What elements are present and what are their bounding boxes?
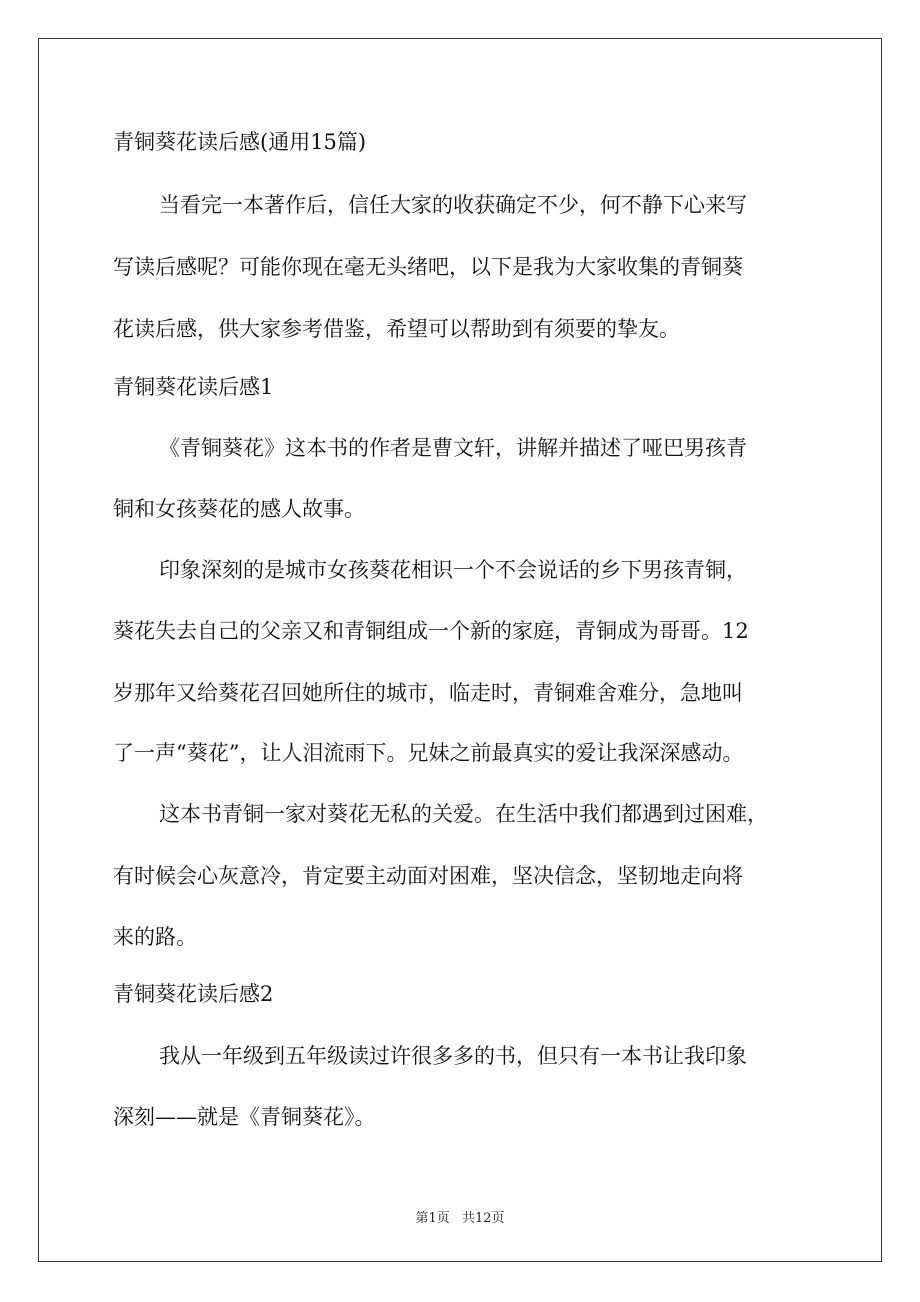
page-total: 共12页 xyxy=(461,1211,505,1226)
paragraph-line: 《青铜葵花》这本书的作者是曹文轩，讲解并描述了哑巴男孩青 xyxy=(159,436,747,460)
paragraph-line: 这本书青铜一家对葵花无私的关爱。在生活中我们都遇到过困难， xyxy=(159,802,768,826)
paragraph-line: 铜和女孩葵花的感人故事。 xyxy=(113,497,365,521)
intro-line: 当看完一本著作后，信任大家的收获确定不少，何不静下心来写 xyxy=(159,193,747,217)
page-number: 第1页 xyxy=(415,1211,450,1226)
page-footer xyxy=(0,1207,920,1226)
paragraph-line: 我从一年级到五年级读过许很多多的书，但只有一本书让我印象 xyxy=(159,1044,747,1068)
section-heading: 青铜葵花读后感1 xyxy=(113,375,274,399)
paragraph-line: 岁那年又给葵花召回她所住的城市，临走时，青铜难舍难分，急地叫 xyxy=(113,681,743,705)
paragraph-line: 深刻——就是《青铜葵花》。 xyxy=(113,1105,376,1129)
intro-line: 花读后感，供大家参考借鉴，希望可以帮助到有须要的挚友。 xyxy=(113,317,680,341)
paragraph-line: 了一声“葵花”，让人泪流雨下。兄妹之前最真实的爱让我深深感动。 xyxy=(113,741,744,765)
intro-line: 写读后感呢？可能你现在毫无头绪吧，以下是我为大家收集的青铜葵 xyxy=(113,255,743,279)
paragraph-line: 来的路。 xyxy=(113,925,197,949)
document-title: 青铜葵花读后感(通用15篇) xyxy=(113,130,367,154)
page-frame xyxy=(38,38,882,1262)
paragraph-line: 有时候会心灰意冷，肯定要主动面对困难，坚决信念，坚韧地走向将 xyxy=(113,864,743,888)
paragraph-line: 葵花失去自己的父亲又和青铜组成一个新的家庭，青铜成为哥哥。12 xyxy=(113,619,749,643)
paragraph-line: 印象深刻的是城市女孩葵花相识一个不会说话的乡下男孩青铜， xyxy=(159,558,747,582)
section-heading: 青铜葵花读后感2 xyxy=(113,982,274,1006)
